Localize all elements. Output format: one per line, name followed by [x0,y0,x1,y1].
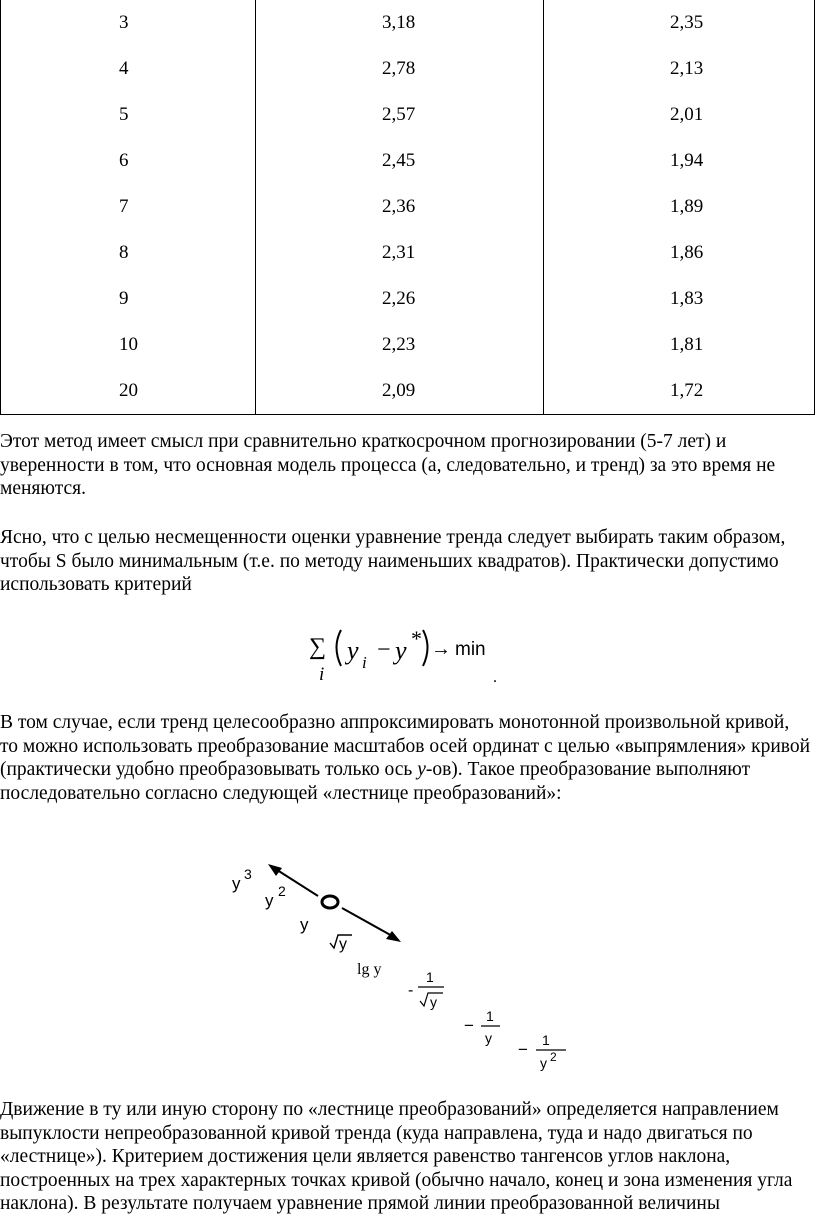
table-cell: 2,35 [544,0,815,46]
paragraph-ladder-intro-text-2: -ов). Такое преобразование выполняют последовательно согласно следующей «лестнице преобразований»: [0,759,751,804]
table-cell: 1,89 [544,184,815,230]
table-cell: 1,86 [544,230,815,276]
table-row [1,138,815,184]
ladder-neg-inv-den: y [485,1030,492,1046]
table-cell: 2,78 [256,46,544,92]
ladder-origin-circle [322,896,338,908]
table-cell: 2,45 [256,138,544,184]
table-cell: 2,13 [544,46,815,92]
table-row [1,322,815,368]
formula-arrow: → [431,638,451,660]
table-cell: 8 [1,230,256,276]
formula-right-paren [423,630,428,666]
table-cell: 6 [1,138,256,184]
formula-period: . [493,669,497,686]
table-cell: 10 [1,322,256,368]
table-row [1,230,815,276]
table-cell: 2,23 [256,322,544,368]
transformation-ladder-diagram [222,855,582,1080]
table-cell: 1,83 [544,276,815,322]
ladder-lg-y: lg y [357,961,382,978]
table-row [1,276,815,322]
table-cell: 3,18 [256,0,544,46]
table-cell: 4 [1,46,256,92]
table-cell: 20 [1,368,256,415]
ladder-y-cubed-base: y [232,874,241,893]
ladder-sqrt-y: y [339,936,347,953]
ladder-up-arrow-head [268,864,282,876]
table-cell: 2,31 [256,230,544,276]
ladder-neg-inv-sq-den-exp: 2 [550,1050,557,1064]
ladder-neg-inv-sqrt-sign: - [408,982,414,999]
table-cell: 2,57 [256,92,544,138]
table-row [1,368,815,415]
table-row [1,46,815,92]
ladder-neg-inv-sq-num: 1 [542,1032,550,1048]
formula-minus: − [377,637,391,663]
ladder-neg-inv-num: 1 [486,1008,494,1024]
formula-y-star-base: y [395,636,407,665]
ladder-y: y [300,915,309,934]
paragraph-least-squares: Ясно, что с целью несмещенности оценки уравнение тренда следует выбирать таким образом, чтобы S было минимальным (т.е. по методу наименьших квадратов). Практически допустимо использовать критерий [0,527,786,595]
data-table [0,0,815,415]
table-row [1,92,815,138]
formula-left-paren [337,630,342,666]
formula-y: y [347,636,359,665]
table-cell: 2,36 [256,184,544,230]
ladder-y-cubed-exp: 3 [244,866,252,882]
min-criterion-formula [305,622,505,688]
table-cell: 1,94 [544,138,815,184]
ladder-neg-inv-sqrt-den: y [430,994,437,1010]
table-cell: 3 [1,0,256,46]
paragraph-ladder-intro-text-1: В том случае, если тренд целесообразно аппроксимировать монотонной произвольной кривой, то можно использовать преобразование масштабов осей ординат с целью «выпрямления» кривой (практически удобно преобразовывать только ось [0,712,811,780]
formula-sum-symbol: ∑ [309,634,327,660]
table-row [1,0,815,46]
ladder-neg-inv-sq-den-base: y [540,1055,547,1071]
formula-sum-index: i [319,664,325,685]
table-row [1,184,815,230]
table-cell: 7 [1,184,256,230]
formula-star: * [411,626,422,651]
table-cell: 1,81 [544,322,815,368]
table-cell: 2,01 [544,92,815,138]
table-cell: 2,09 [256,368,544,415]
table-cell: 5 [1,92,256,138]
table-cell: 2,26 [256,276,544,322]
paragraph-ladder-intro-italic-y: y [417,759,426,780]
ladder-neg-inv-sqrt-num: 1 [426,969,434,985]
paragraph-ladder-intro [0,711,812,805]
ladder-y-squared-base: y [265,891,274,910]
paragraph-method-meaning: Этот метод имеет смысл при сравнительно краткосрочном прогнозировании (5-7 лет) и уверенности в том, что основная модель процесса (а, следовательно, и тренд) за это время не меняются. [0,431,776,499]
ladder-neg-inv-sign: − [464,1016,474,1035]
formula-y-subscript: i [362,653,367,672]
table-cell: 1,72 [544,368,815,415]
ladder-down-arrow-line [342,908,394,937]
table-cell: 9 [1,276,256,322]
paragraph-ladder-movement: Движение в ту или иную сторону по «лестнице преобразований» определяется направлением выпуклости непреобразованной кривой тренда (куда направлена, туда и надо двигаться по «лестнице»). Критерием достижения цели является равенство тангенсов углов наклона, построенных на трех характерных точках кривой (обычно начало, конец и зона изменения угла наклона). В результате получаем уравнение прямой линии преобразованной величины [0,1099,793,1214]
formula-min: min [455,639,486,660]
ladder-neg-inv-sq-sign: − [518,1040,528,1059]
ladder-y-squared-exp: 2 [278,883,286,899]
